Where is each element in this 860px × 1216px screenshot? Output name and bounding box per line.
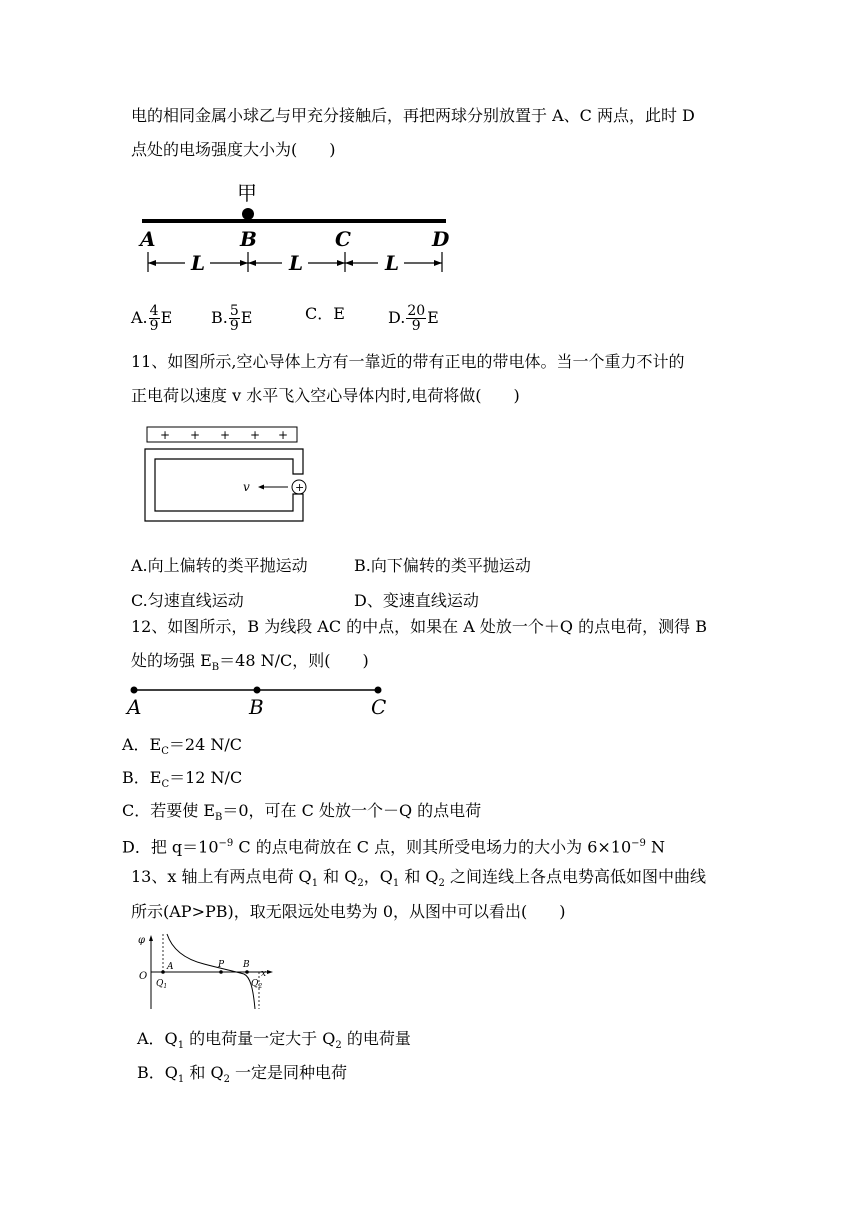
svg-text:+: + — [278, 428, 289, 442]
q10-option-d: D. $\frac{20}{9}$ E — [388, 303, 439, 334]
svg-text:C: C — [371, 695, 387, 719]
q10-fig-seg-label-2: L — [289, 251, 304, 275]
q13-x-label: x — [261, 969, 267, 979]
q10-option-a: A. $\frac{4}{9}$ E — [131, 303, 173, 334]
q13-origin-label: O — [139, 971, 148, 982]
q10-option-b: B. $\frac{5}{9}$ E — [211, 303, 253, 334]
q12-option-c: C．若要使 $E_B=0$，可在 C 处放一个－Q 的点电荷 — [122, 801, 482, 824]
q12-option-a: A．$E_C=24$ N/C — [122, 735, 242, 758]
q11-line-2: 正电荷以速度 v 水平飞入空心导体内时,电荷将做( ) — [131, 386, 520, 405]
q12-figure — [124, 680, 394, 720]
q10-line-2: 点处的电场强度大小为( ) — [131, 140, 336, 159]
svg-text:+: + — [250, 428, 261, 442]
q12-option-b: B．$E_C=12$ N/C — [122, 768, 243, 791]
q12-point-c — [375, 687, 382, 694]
q13-figure — [134, 929, 279, 1014]
q10-figure — [130, 172, 460, 282]
svg-text:B: B — [243, 960, 250, 970]
svg-text:+: + — [295, 481, 305, 494]
svg-text:B: B — [249, 695, 264, 719]
q13-option-a: A．$Q_1$ 的电荷量一定大于 $Q_2$ 的电荷量 — [137, 1029, 411, 1052]
q13-line-1: 13、x 轴上有两点电荷 $Q_1$ 和 $Q_2$，$Q_1$ 和 $Q_2$ 之间连线上各点电势高低如图中曲线 — [131, 867, 706, 890]
q10-fig-point-b: B — [240, 227, 257, 251]
q10-fig-ball — [242, 208, 254, 220]
q13-phi-label: φ — [138, 935, 146, 946]
q10-fig-point-c: C — [335, 227, 351, 251]
q11-option-a: A.向上偏转的类平抛运动 — [131, 556, 308, 575]
q13-point-b — [245, 970, 249, 974]
svg-text:+: + — [190, 428, 201, 442]
q11-option-c: C.匀速直线运动 — [131, 591, 244, 610]
q10-fig-top-label: 甲 — [237, 181, 257, 205]
q13-line-2: 所示(AP>PB)，取无限远处电势为 0，从图中可以看出( ) — [131, 902, 566, 921]
q11-option-b: B.向下偏转的类平抛运动 — [354, 556, 531, 575]
q12-line-1: 12、如图所示，B 为线段 AC 的中点，如果在 A 处放一个＋Q 的点电荷，测得 B — [131, 617, 707, 636]
q10-fig-point-a: A — [140, 227, 156, 251]
q11-hollow-conductor — [145, 449, 303, 521]
q10-fig-seg-label-1: L — [191, 251, 206, 275]
svg-text:+: + — [160, 428, 171, 442]
svg-text:A: A — [127, 695, 142, 719]
q13-q1-label: $Q_1$ — [156, 979, 168, 990]
q13-option-b: B．$Q_1$ 和 $Q_2$ 一定是同种电荷 — [137, 1063, 348, 1086]
q13-point-a — [161, 970, 165, 974]
q10-line-1: 电的相同金属小球乙与甲充分接触后，再把两球分别放置于 A、C 两点，此时 D — [131, 106, 695, 125]
q11-velocity-label: v — [243, 480, 250, 494]
q12-line-2: 处的场强 $E_B=48$ N/C，则( ) — [131, 651, 369, 674]
q12-point-b — [254, 687, 261, 694]
q12-option-d: D．把 $q=10^{-9}$ C 的点电荷放在 C 点，则其所受电场力的大小为 $6\times 10^{-9}$ N — [122, 837, 665, 857]
q11-line-1: 11、如图所示,空心导体上方有一靠近的带有正电的带电体。当一个重力不计的 — [131, 352, 685, 371]
q10-fig-point-d: D — [432, 227, 450, 251]
svg-text:P: P — [218, 960, 225, 970]
svg-text:+: + — [220, 428, 231, 442]
q11-option-d: D、变速直线运动 — [354, 591, 479, 610]
q13-q2-label: $Q_2$ — [251, 979, 263, 990]
q10-option-c: C．E — [305, 304, 345, 323]
q12-point-a — [131, 687, 138, 694]
q11-figure — [140, 424, 320, 524]
q10-fig-seg-label-3: L — [385, 251, 400, 275]
svg-text:A: A — [167, 962, 174, 972]
q13-point-p — [219, 970, 223, 974]
